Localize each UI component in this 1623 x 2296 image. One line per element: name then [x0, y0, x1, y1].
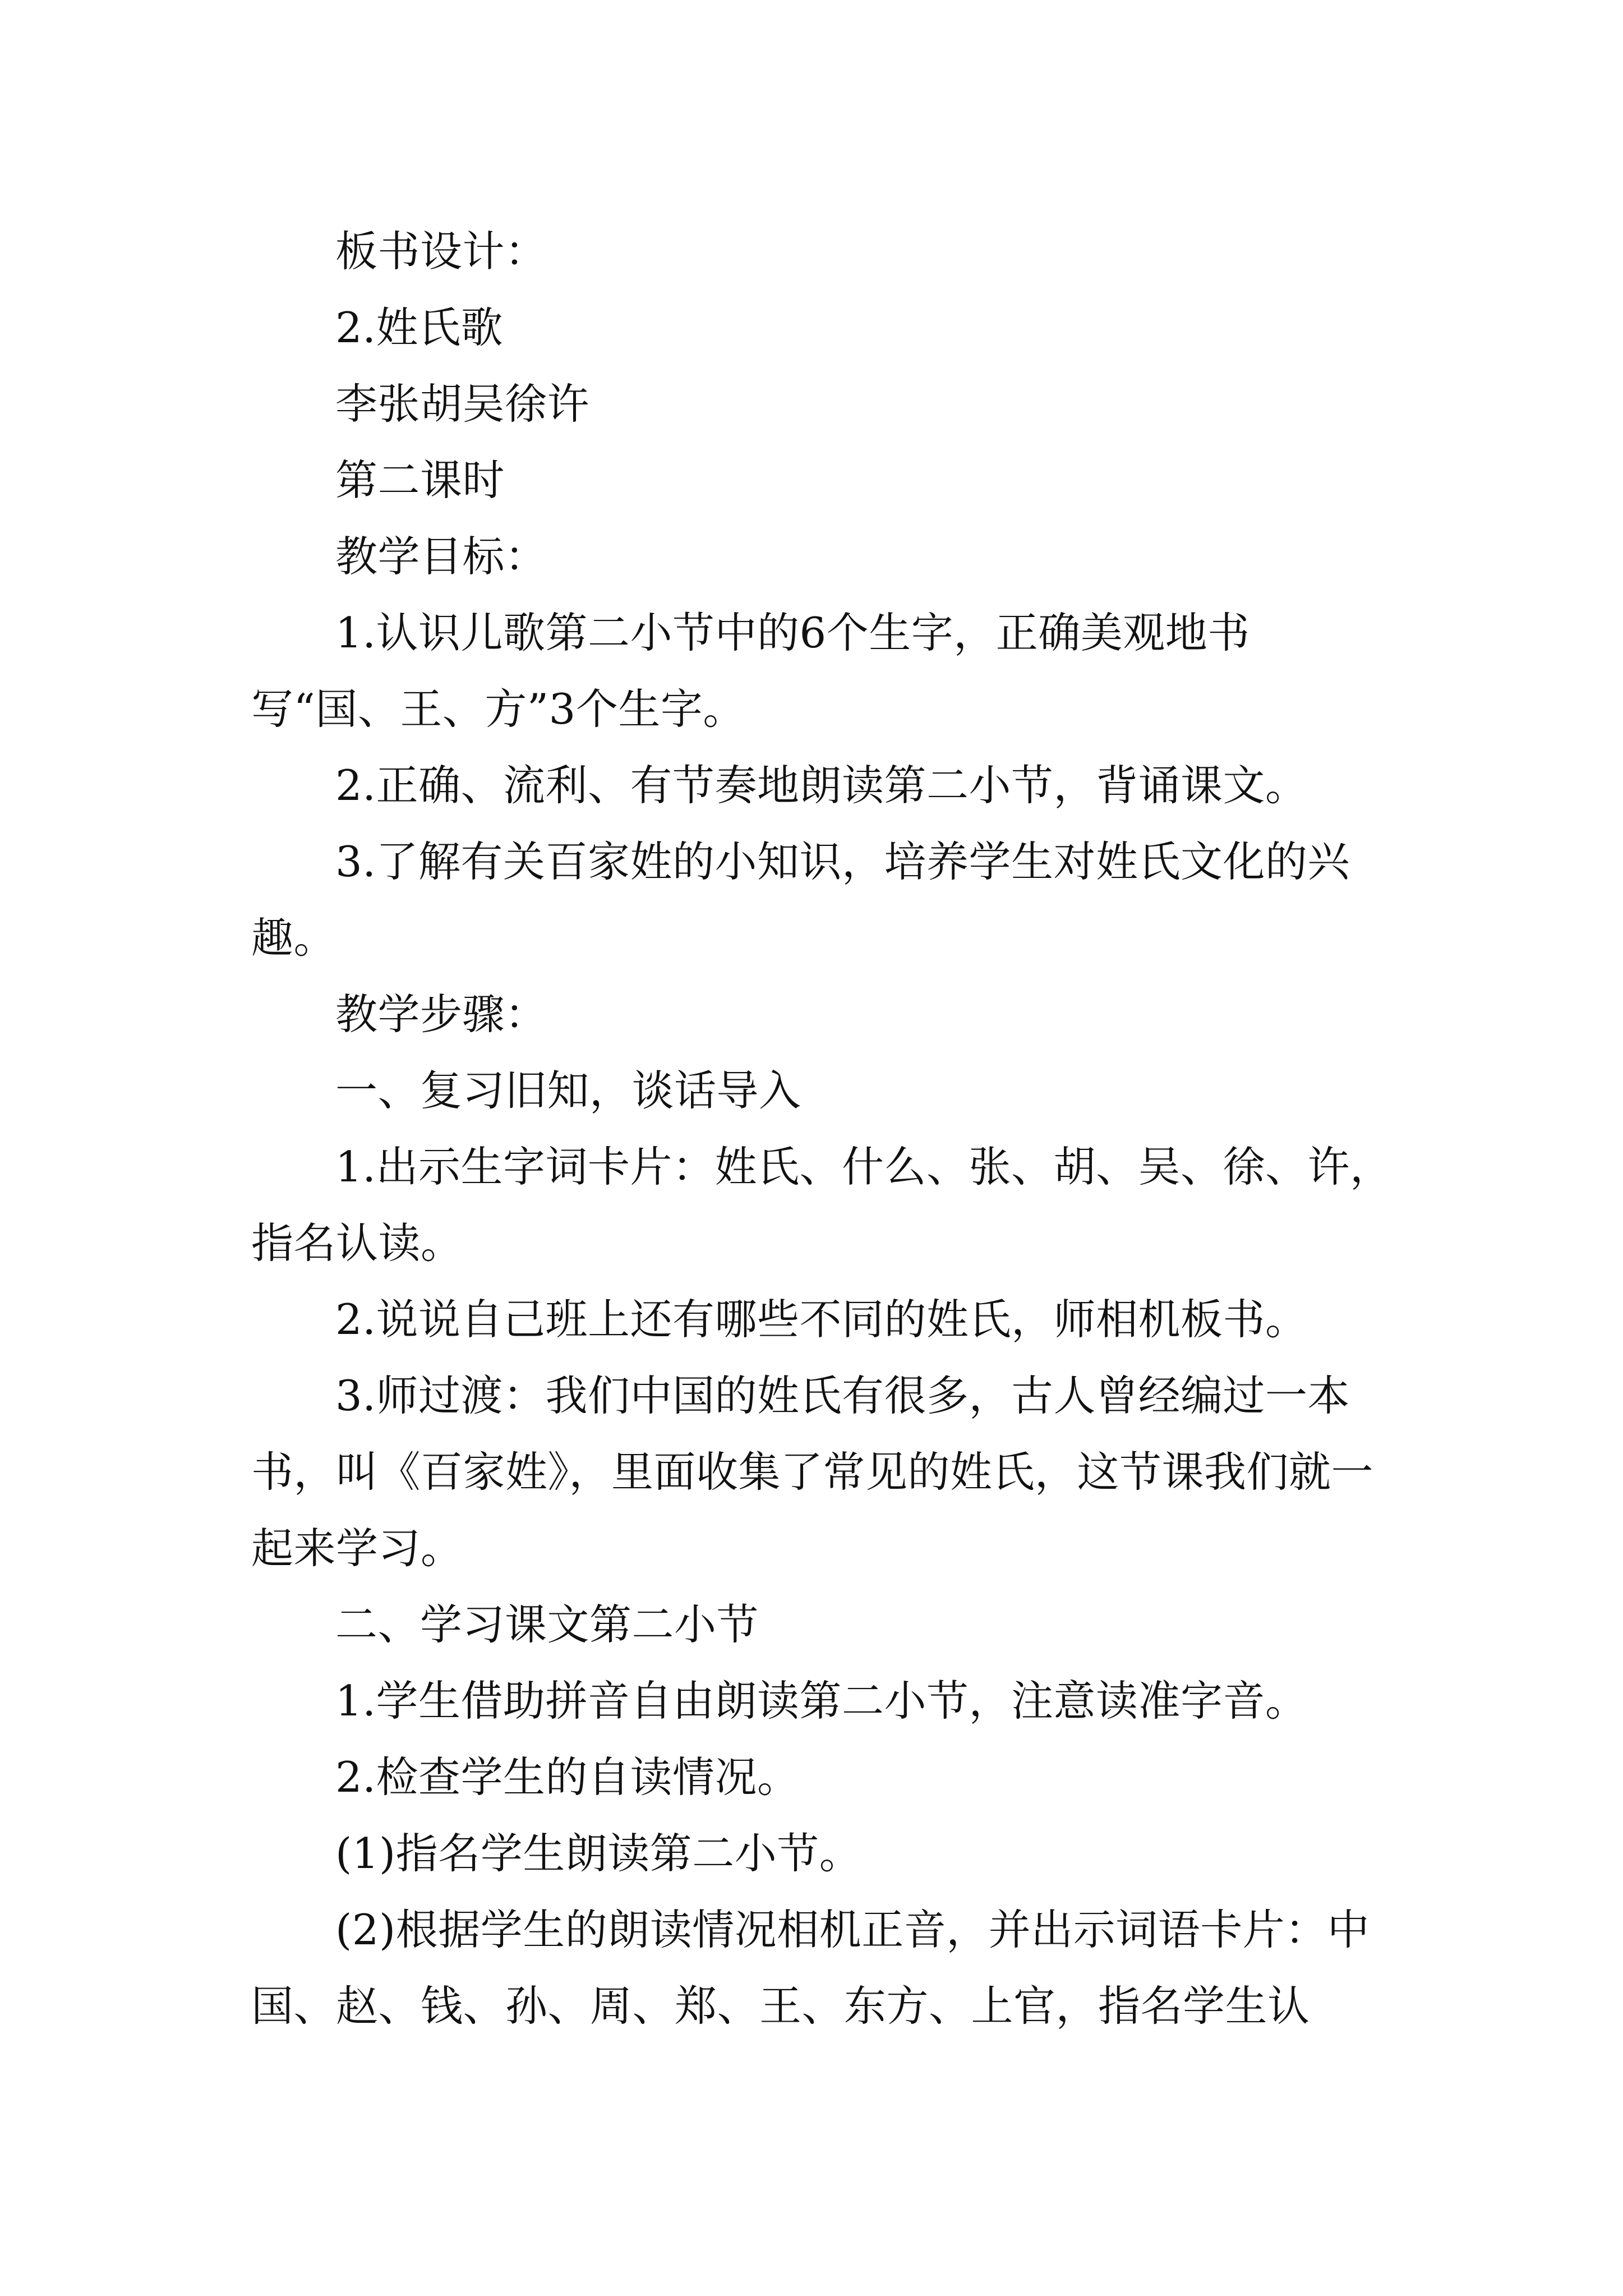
- paragraph-lesson-title: 2.姓氏歌: [335, 303, 504, 352]
- paragraph-teaching-steps: 教学步骤：: [335, 990, 547, 1039]
- paragraph-goal-2: 2.正确、流利、有节奏地朗读第二小节，背诵课文。: [335, 761, 1308, 810]
- paragraph-step-3: 3.师过渡：我们中国的姓氏有很多，古人曾经编过一本书，叫《百家姓》，里面收集了常见的姓氏，这节课我们就一起来学习。: [251, 1371, 1374, 1573]
- paragraph-teaching-goals: 教学目标：: [335, 532, 547, 581]
- paragraph-goal-1: 1.认识儿歌第二小节中的6个生字，正确美观地书写“国、王、方”3个生字。: [251, 608, 1250, 734]
- paragraph-section-1: 一、复习旧知，谈话导入: [335, 1066, 801, 1115]
- paragraph-substep-1: (1)指名学生朗读第二小节。: [335, 1829, 862, 1878]
- paragraph-goal-3: 3.了解有关百家姓的小知识，培养学生对姓氏文化的兴趣。: [251, 837, 1350, 963]
- paragraph-surnames: 李张胡吴徐许: [335, 379, 590, 429]
- paragraph-board-design: 板书设计：: [335, 227, 547, 276]
- paragraph-step-1: 1.出示生字词卡片：姓氏、什么、张、胡、吴、徐、许，指名认读。: [251, 1142, 1393, 1268]
- paragraph-substep-2: (2)根据学生的朗读情况相机正音，并出示词语卡片：中国、赵、钱、孙、周、郑、王、东方、上官，指名学生认: [251, 1905, 1370, 2031]
- paragraph-second-period: 第二课时: [335, 455, 505, 505]
- paragraph-section-2-step-1: 1.学生借助拼音自由朗读第二小节，注意读准字音。: [335, 1676, 1308, 1726]
- paragraph-section-2: 二、学习课文第二小节: [335, 1600, 759, 1649]
- paragraph-section-2-step-2: 2.检查学生的自读情况。: [335, 1752, 800, 1802]
- paragraph-step-2: 2.说说自己班上还有哪些不同的姓氏，师相机板书。: [335, 1295, 1308, 1344]
- document-body: [251, 213, 1395, 2044]
